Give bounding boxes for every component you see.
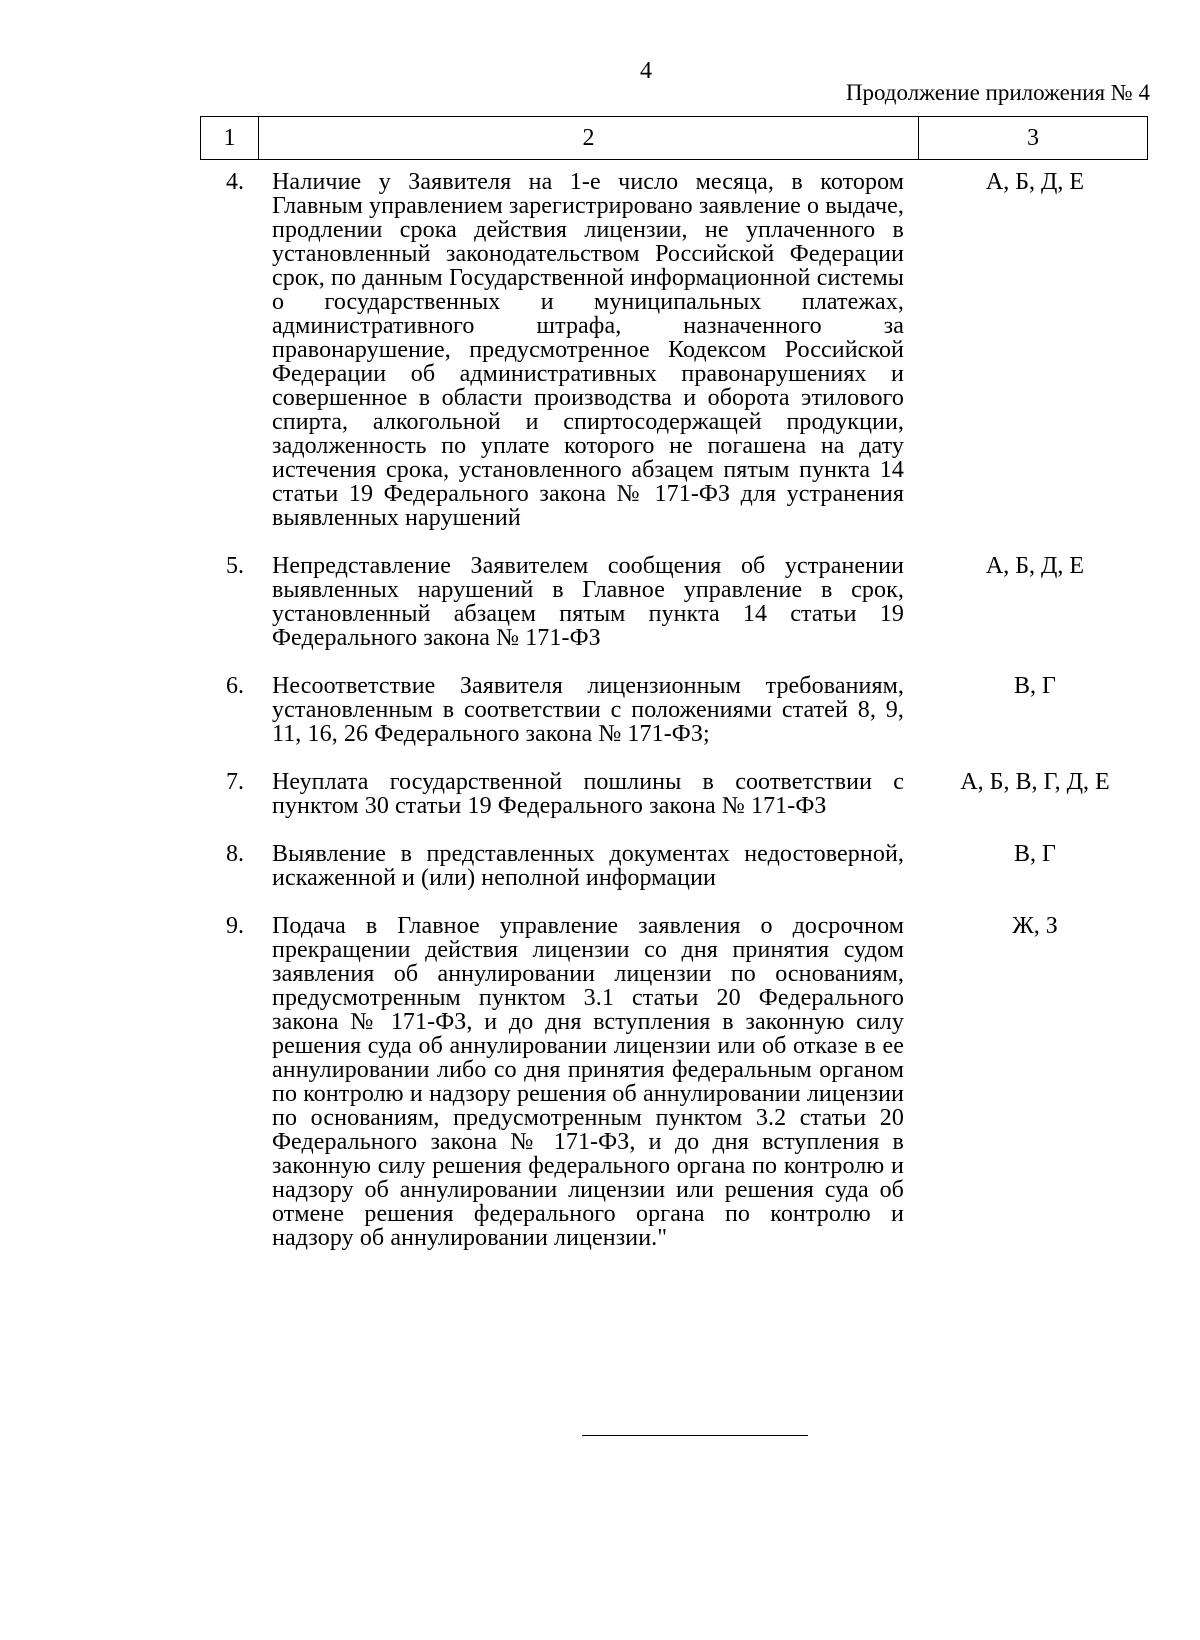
column-header-1: 1	[201, 117, 259, 159]
table-row	[200, 554, 1148, 650]
row-number: 8.	[226, 841, 244, 867]
column-header-2: 2	[259, 117, 919, 159]
row-text: Несоответствие Заявителя лицензионным требованиям, установленным в соответствии с положениями статей 8, 9, 11, 16, 26 Федерального закона № 171-ФЗ;	[272, 673, 904, 747]
table-row	[200, 770, 1148, 818]
row-text: Наличие у Заявителя на 1-е число месяца, в котором Главным управлением зарегистрировано заявление о выдаче, продлении срока действия лицензии, не уплаченного в установленный законодательством Российской Федерации срок, по данным Государственной информационной системы о государственных и муниципальных платежах, административного штрафа, назначенного за правонарушение, предусмотренное Кодексом Российской Федерации об административных правонарушениях и совершенное в области производства и оборота этилового спирта, алкогольной и спиртосодержащей продукции, задолженность по уплате которого не погашена на дату истечения срока, установленного абзацем пятым пункта 14 статьи 19 Федерального закона № 171-ФЗ для устранения выявленных нарушений	[272, 169, 904, 531]
row-number: 4.	[226, 169, 244, 195]
row-codes: А, Б, Д, Е	[985, 553, 1085, 579]
table-row	[200, 842, 1148, 890]
row-codes: В, Г	[1014, 673, 1056, 699]
table-header-row	[200, 116, 1148, 160]
column-header-3: 3	[1027, 124, 1039, 151]
continuation-label: Продолжение приложения № 4	[845, 80, 1150, 105]
row-codes: В, Г	[1014, 841, 1056, 867]
table-row	[200, 170, 1148, 530]
table-body	[200, 170, 1148, 1274]
page-number: 4	[640, 58, 652, 84]
row-text: Непредставление Заявителем сообщения об устранении выявленных нарушений в Главное управление в срок, установленный абзацем пятым пункта 14 статьи 19 Федерального закона № 171-ФЗ	[272, 553, 904, 651]
row-text: Выявление в представленных документах недостоверной, искаженной и (или) неполной информации	[272, 841, 904, 891]
row-codes: А, Б, В, Г, Д, Е	[960, 769, 1110, 795]
row-number: 5.	[226, 553, 244, 579]
row-number: 6.	[226, 673, 244, 699]
row-number: 9.	[226, 913, 244, 939]
row-text: Подача в Главное управление заявления о досрочном прекращении действия лицензии со дня принятия судом заявления об аннулировании лицензии по основаниям, предусмотренным пунктом 3.1 статьи 20 Федерального закона № 171-ФЗ, и до дня вступления в законную силу решения суда об аннулировании лицензии или об отказе в ее аннулировании либо со дня принятия федеральным органом по контролю и надзору решения об аннулировании лицензии по основаниям, предусмотренным пунктом 3.2 статьи 20 Федерального закона № 171-ФЗ, и до дня вступления в законную силу решения федерального органа по контролю и надзору об аннулировании лицензии или решения суда об отмене решения федерального органа по контролю и надзору об аннулировании лицензии."	[272, 913, 904, 1251]
row-codes: А, Б, Д, Е	[985, 169, 1085, 195]
end-rule	[582, 1435, 808, 1436]
row-codes: Ж, З	[1012, 913, 1058, 939]
table-row	[200, 914, 1148, 1250]
row-text: Неуплата государственной пошлины в соответствии с пунктом 30 статьи 19 Федерального закона № 171-ФЗ	[272, 769, 904, 819]
row-number: 7.	[226, 769, 244, 795]
table-row	[200, 674, 1148, 746]
